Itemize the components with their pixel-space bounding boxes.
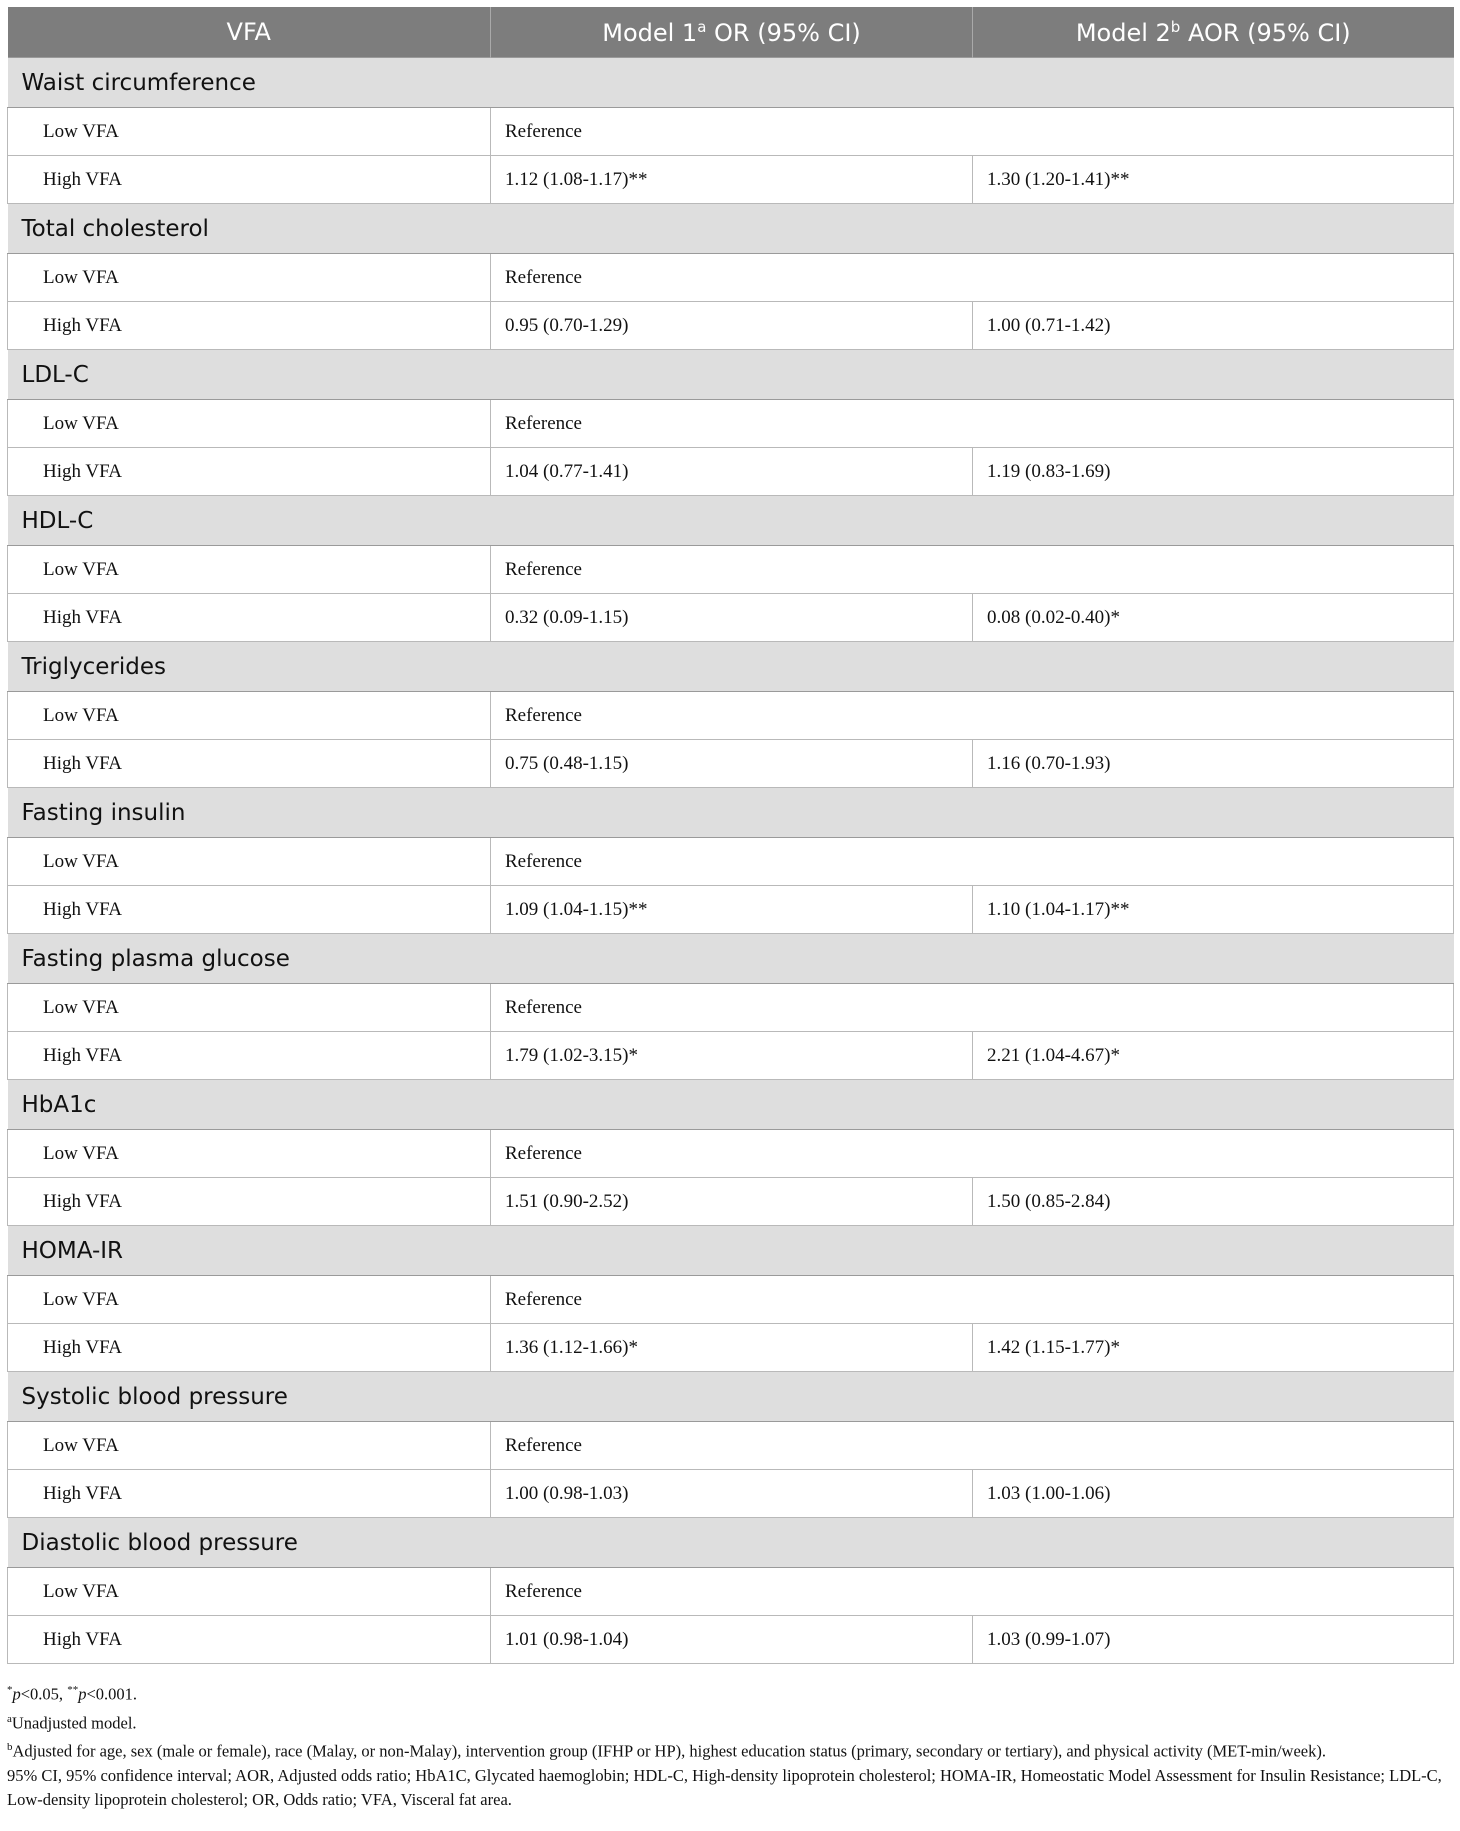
- reference-cell: Reference: [491, 692, 1454, 740]
- row-label: Low VFA: [8, 1130, 491, 1178]
- table-row-low-vfa: [8, 546, 1454, 594]
- row-label: Low VFA: [8, 838, 491, 886]
- table-row-high-vfa: [8, 1470, 1454, 1518]
- odds-ratio-table: [7, 7, 1454, 1664]
- group-label: LDL-C: [8, 350, 1454, 400]
- group-row: [8, 350, 1454, 400]
- group-row: [8, 1372, 1454, 1422]
- model-2-value: 1.00 (0.71-1.42): [973, 302, 1454, 350]
- reference-cell: Reference: [491, 1130, 1454, 1178]
- table-row-low-vfa: [8, 108, 1454, 156]
- table-row-high-vfa: [8, 1616, 1454, 1664]
- row-label: High VFA: [8, 1616, 491, 1664]
- model-2-value: 1.10 (1.04-1.17)**: [973, 886, 1454, 934]
- table-row-high-vfa: [8, 740, 1454, 788]
- group-label: Fasting plasma glucose: [8, 934, 1454, 984]
- group-label: HbA1c: [8, 1080, 1454, 1130]
- model-1-value: 1.36 (1.12-1.66)*: [491, 1324, 973, 1372]
- table-row-high-vfa: [8, 1032, 1454, 1080]
- table-row-high-vfa: [8, 886, 1454, 934]
- row-label: Low VFA: [8, 1568, 491, 1616]
- group-row: [8, 1080, 1454, 1130]
- row-label: High VFA: [8, 1470, 491, 1518]
- results-table-container: [7, 7, 1453, 1664]
- model-1-value: 1.00 (0.98-1.03): [491, 1470, 973, 1518]
- reference-cell: Reference: [491, 546, 1454, 594]
- model-1-value: 0.95 (0.70-1.29): [491, 302, 973, 350]
- model-1-value: 1.04 (0.77-1.41): [491, 448, 973, 496]
- group-row: [8, 788, 1454, 838]
- table-row-high-vfa: [8, 448, 1454, 496]
- footnote-significance: *p<0.05, **p<0.001.: [7, 1684, 137, 1704]
- group-label: HDL-C: [8, 496, 1454, 546]
- row-label: High VFA: [8, 886, 491, 934]
- row-label: High VFA: [8, 1324, 491, 1372]
- model-1-value: 1.79 (1.02-3.15)*: [491, 1032, 973, 1080]
- model-1-value: 1.51 (0.90-2.52): [491, 1178, 973, 1226]
- model-1-value: 1.01 (0.98-1.04): [491, 1616, 973, 1664]
- header-model-2: Model 2$^b$ AOR (95% CI): [973, 7, 1454, 58]
- model-1-value: 0.75 (0.48-1.15): [491, 740, 973, 788]
- group-row: [8, 58, 1454, 108]
- reference-cell: Reference: [491, 108, 1454, 156]
- model-2-value: 1.19 (0.83-1.69): [973, 448, 1454, 496]
- reference-cell: Reference: [491, 254, 1454, 302]
- row-label: High VFA: [8, 594, 491, 642]
- row-label: Low VFA: [8, 108, 491, 156]
- row-label: High VFA: [8, 1178, 491, 1226]
- model-2-value: 1.16 (0.70-1.93): [973, 740, 1454, 788]
- group-row: [8, 1518, 1454, 1568]
- reference-cell: Reference: [491, 1276, 1454, 1324]
- model-2-value: 1.03 (0.99-1.07): [973, 1616, 1454, 1664]
- model-1-value: 1.09 (1.04-1.15)**: [491, 886, 973, 934]
- model-1-value: 0.32 (0.09-1.15): [491, 594, 973, 642]
- group-label: Total cholesterol: [8, 204, 1454, 254]
- header-vfa: VFA: [8, 7, 491, 58]
- table-row-low-vfa: [8, 1568, 1454, 1616]
- row-label: High VFA: [8, 1032, 491, 1080]
- row-label: High VFA: [8, 740, 491, 788]
- table-row-low-vfa: [8, 254, 1454, 302]
- model-2-value: 1.03 (1.00-1.06): [973, 1470, 1454, 1518]
- table-row-high-vfa: [8, 1324, 1454, 1372]
- footnote-a: $^a$Unadjusted model.: [7, 1712, 137, 1732]
- group-row: [8, 204, 1454, 254]
- table-row-low-vfa: [8, 400, 1454, 448]
- row-label: Low VFA: [8, 1422, 491, 1470]
- table-row-low-vfa: [8, 692, 1454, 740]
- group-label: Diastolic blood pressure: [8, 1518, 1454, 1568]
- reference-cell: Reference: [491, 1422, 1454, 1470]
- header-model-1: Model 1$^a$ OR (95% CI): [491, 7, 973, 58]
- table-footnotes: [7, 1678, 1453, 1812]
- group-row: [8, 934, 1454, 984]
- model-2-value: 0.08 (0.02-0.40)*: [973, 594, 1454, 642]
- group-label: HOMA-IR: [8, 1226, 1454, 1276]
- row-label: Low VFA: [8, 692, 491, 740]
- group-label: Fasting insulin: [8, 788, 1454, 838]
- reference-cell: Reference: [491, 984, 1454, 1032]
- group-label: Waist circumference: [8, 58, 1454, 108]
- model-2-value: 1.50 (0.85-2.84): [973, 1178, 1454, 1226]
- model-2-value: 1.30 (1.20-1.41)**: [973, 156, 1454, 204]
- row-label: Low VFA: [8, 1276, 491, 1324]
- group-label: Systolic blood pressure: [8, 1372, 1454, 1422]
- group-row: [8, 642, 1454, 692]
- row-label: Low VFA: [8, 254, 491, 302]
- model-2-value: 1.42 (1.15-1.77)*: [973, 1324, 1454, 1372]
- table-row-high-vfa: [8, 1178, 1454, 1226]
- table-row-low-vfa: [8, 838, 1454, 886]
- group-row: [8, 1226, 1454, 1276]
- table-row-high-vfa: [8, 302, 1454, 350]
- row-label: High VFA: [8, 302, 491, 350]
- row-label: High VFA: [8, 156, 491, 204]
- group-row: [8, 496, 1454, 546]
- model-1-value: 1.12 (1.08-1.17)**: [491, 156, 973, 204]
- row-label: High VFA: [8, 448, 491, 496]
- footnote-b: $^b$Adjusted for age, sex (male or female), race (Malay, or non-Malay), intervention group (IFHP or HP), highest education status (primary, secondary or tertiary), and physical activity (MET-min/week).: [7, 1741, 1326, 1761]
- footnote-abbreviations: 95% CI, 95% confidence interval; AOR, Adjusted odds ratio; HbA1C, Glycated haemoglobin; HDL-C, High-density lipoprotein cholesterol; HOMA-IR, Homeostatic Model Assessment for Insulin Resistance; LDL-C, Low-density lipoprotein cholesterol; OR, Odds ratio; VFA, Visceral fat area.: [7, 1765, 1442, 1809]
- group-label: Triglycerides: [8, 642, 1454, 692]
- row-label: Low VFA: [8, 400, 491, 448]
- table-row-low-vfa: [8, 984, 1454, 1032]
- table-row-low-vfa: [8, 1276, 1454, 1324]
- table-row-high-vfa: [8, 594, 1454, 642]
- table-row-low-vfa: [8, 1130, 1454, 1178]
- row-label: Low VFA: [8, 984, 491, 1032]
- reference-cell: Reference: [491, 1568, 1454, 1616]
- reference-cell: Reference: [491, 400, 1454, 448]
- table-header-row: [8, 7, 1454, 58]
- table-row-high-vfa: [8, 156, 1454, 204]
- table-row-low-vfa: [8, 1422, 1454, 1470]
- reference-cell: Reference: [491, 838, 1454, 886]
- model-2-value: 2.21 (1.04-4.67)*: [973, 1032, 1454, 1080]
- row-label: Low VFA: [8, 546, 491, 594]
